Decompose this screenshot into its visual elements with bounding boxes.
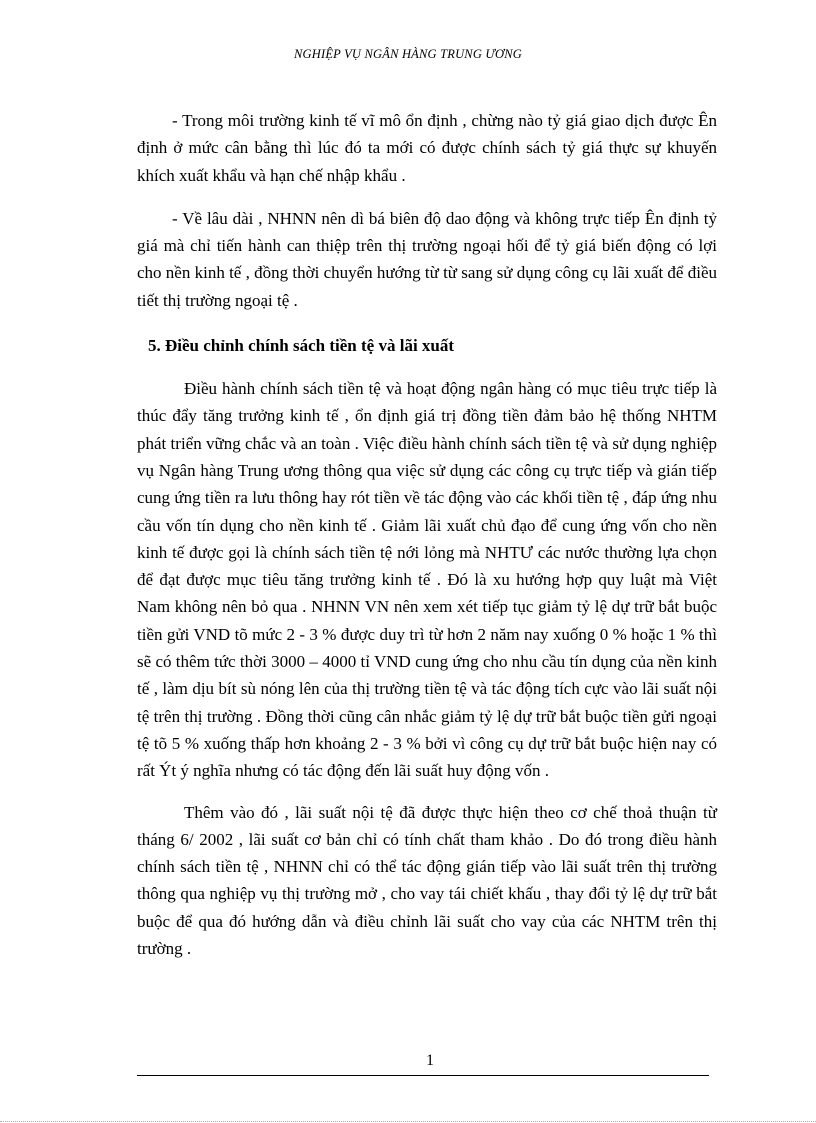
paragraph-exchange-rate-stability: - Trong môi trường kinh tế vĩ mô ổn định , chừng nào tỷ giá giao dịch được Ên định ở mức cân bằng thì lúc đó ta mới có được chính sách tỷ giá thực sự khuyến khích xuất khẩu và hạn chế nhập khẩu .: [137, 111, 717, 185]
paragraph-interest-rate: Thêm vào đó , lãi suất nội tệ đã được thực hiện theo cơ chế thoả thuận từ tháng 6/ 2002 , lãi suất cơ bản chỉ có tính chất tham khảo . Do đó trong điều hành chính sách tiền tệ , NHNN chỉ có thể tác động gián tiếp vào lãi suất trên thị trường thông qua nghiệp vụ thị trường mở , cho vay tái chiết khấu , thay đổi tỷ lệ dự trữ bắt buộc để qua đó hướng dẫn và điều chỉnh lãi suất cho vay của các NHTM trên thị trường .: [137, 802, 717, 959]
paragraph-monetary-policy: Điều hành chính sách tiền tệ và hoạt động ngân hàng có mục tiêu trực tiếp là thúc đẩy tăng trưởng kinh tế , ổn định giá trị đồng tiền đảm bảo hệ thống NHTM phát triển vững chắc và an toàn . Việc điều hành chính sách tiền tệ và sử dụng nghiệp vụ Ngân hàng Trung ương thông qua việc sử dụng các công cụ trực tiếp và gián tiếp cung ứng tiền ra lưu thông hay rót tiền về tác động vào các khối tiền tệ , đáp ứng nhu cầu vốn tín dụng cho nền kinh tế . Giảm lãi xuất chủ đạo để cung ứng vốn cho nền kinh tế được gọi là chính sách tiền tệ nới lỏng mà NHTƯ các nước thường lựa chọn để đạt được mục tiêu tăng trưởng kinh tế . Đó là xu hướng hợp quy luật mà Việt Nam không nên bỏ qua . NHNN VN nên xem xét tiếp tục giảm tỷ lệ dự trữ bắt buộc tiền gửi VND tõ mức 2 - 3 % được duy trì từ hơn 2 năm nay xuống 0 % hoặc 1 % thì sẽ có thêm tức thời 3000 – 4000 tỉ VND cung ứng cho nhu cầu tín dụng của nền kinh tế , làm dịu bít sù nóng lên của thị trường tiền tệ và tác động tích cực vào lãi suất nội tệ trên thị trường . Đồng thời cũng cân nhắc giảm tỷ lệ dự trữ bắt buộc tiền gửi ngoại tệ tõ 5 % xuống thấp hơn khoảng 2 - 3 % bởi vì công cụ dự trữ bắt buộc hiện nay có rất Ýt ý nghĩa nhưng có tác động đến lãi suất huy động vốn .: [137, 379, 717, 781]
section-heading: 5. Điều chỉnh chính sách tiền tệ và lãi xuất: [148, 336, 455, 356]
paragraph-long-term-policy: - Về lâu dài , NHNN nên dì bá biên độ dao động và không trực tiếp Ên định tỷ giá mà chỉ tiến hành can thiệp trên thị trường ngoại hối để tỷ giá biến động có lợi cho nền kinh tế , đồng thời chuyển hướng từ từ sang sử dụng công cụ lãi xuất để điều tiết thị trường ngoại tệ .: [137, 208, 717, 310]
page-edge-divider: [0, 1121, 816, 1122]
page-header: NGHIỆP VỤ NGÂN HÀNG TRUNG ƯƠNG: [293, 47, 523, 61]
page-number: 1: [426, 1052, 434, 1069]
footer-divider: [137, 1075, 709, 1076]
page-body: [137, 107, 717, 962]
